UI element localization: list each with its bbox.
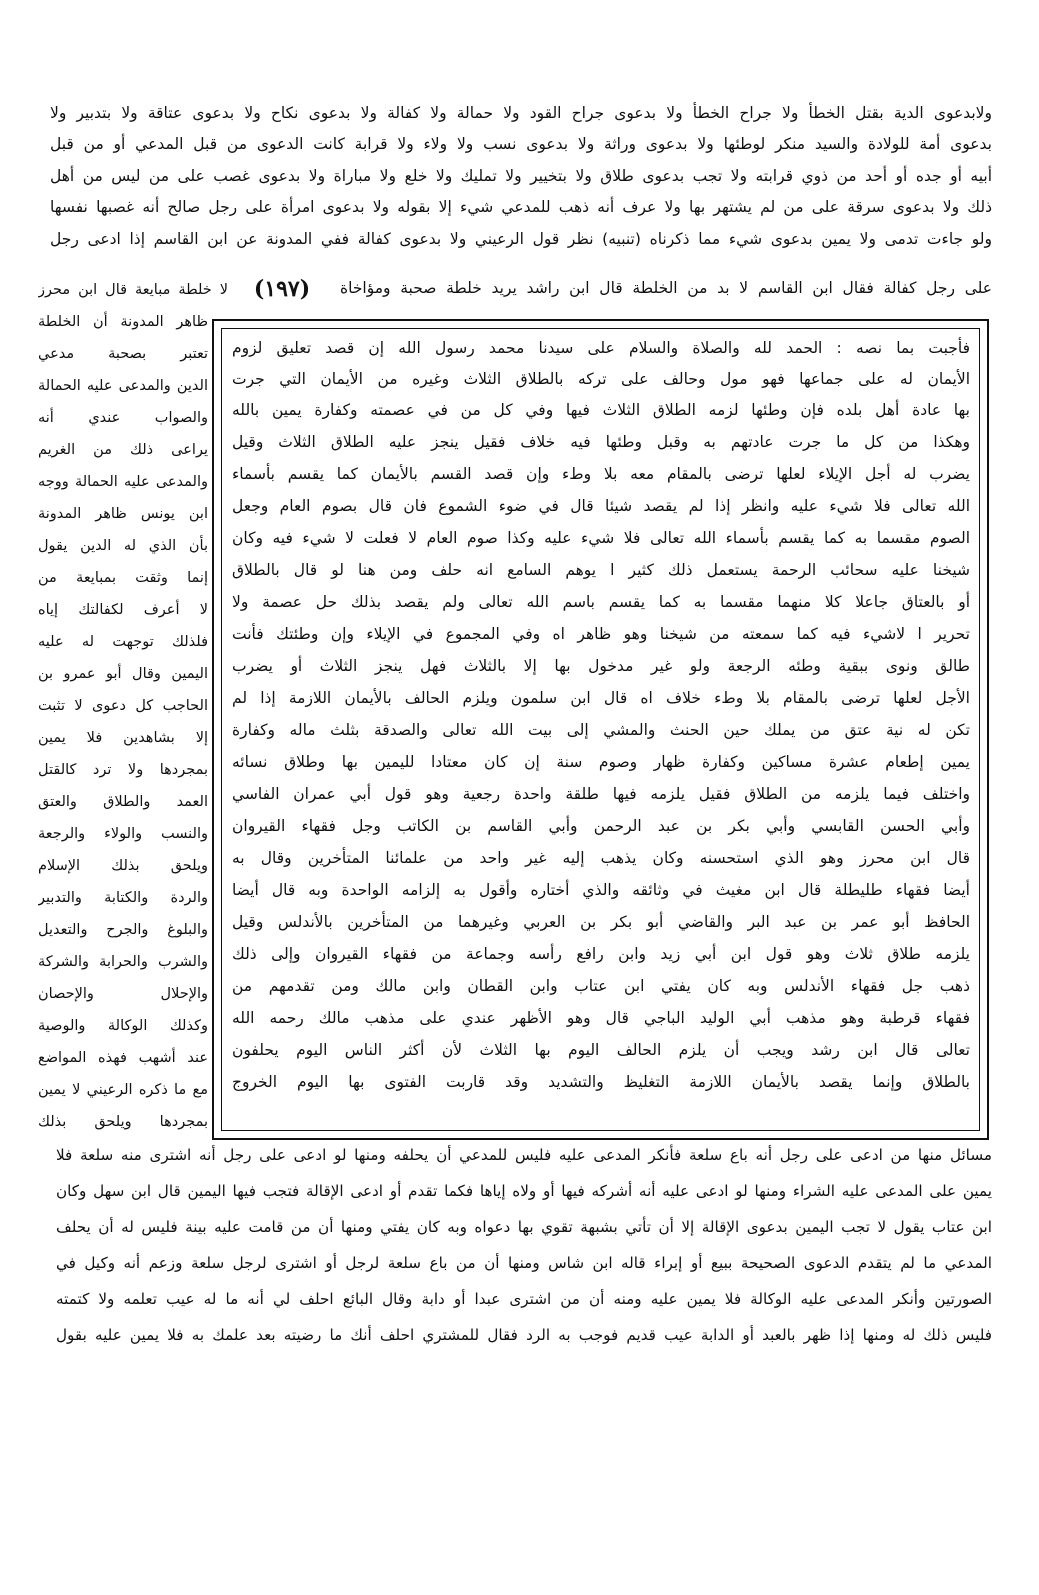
side-line: عند أشهب فهذه المواضع <box>38 1050 208 1066</box>
side-line: ويلحق بذلك الإسلام <box>38 858 208 874</box>
box-line: يضرب له أجل الإيلاء لعلها ترضى بالمقام معه بلا وطء وإن قصد القسم بالأيمان كما يقسم بأسماء <box>232 465 970 483</box>
box-line: طالق ونوى ببقية وطئه الرجعة ولو غير مدخول بها إلا بالثلاث فهل ينجز الثلاث أو يضرب <box>232 657 970 675</box>
side-line: العمد والطلاق والعتق <box>38 794 208 810</box>
side-line: بأن الذي له الدين يقول <box>38 538 208 554</box>
side-line: مع ما ذكره الرعيني لا يمين <box>38 1082 208 1098</box>
side-line: والشرب والحرابة والشركة <box>38 954 208 970</box>
box-line: الله تعالى فلا شيء عليه وانظر إذا لم يقصد شيئا قال في ضوء الشموع فان قال بصوم العام وجعل <box>232 497 970 515</box>
side-line: والردة والكتابة والتدبير <box>38 890 208 906</box>
bottom-line: مسائل منها من ادعى على رجل أنه باع سلعة فأنكر المدعى عليه فليس للمدعي أن يحلفه ومنها لو ادعى على رجل أنه اشترى منه سلعة فلا <box>56 1146 992 1164</box>
box-line: فقهاء قرطبة وهو مذهب أبي الوليد الباجي قال وهو الأظهر عندي على مذهب مالك رحمه الله <box>232 1009 970 1027</box>
bottom-line: يمين على المدعى عليه الشراء ومنها لو ادعى عليه أنه أشركه فيها أو ولاه إياها فكما تقدم أو ادعى الإقالة فتجب فيها اليمين قال ابن سهل وكان <box>56 1182 992 1200</box>
box-line: الصوم مقسما به كما يقسم بأسماء الله تعالى فلا شيء عليه وكذا صوم العام لا فعلت لا شيء فيه وكان <box>232 529 970 547</box>
side-line: ظاهر المدونة أن الخلطة <box>38 314 208 330</box>
side-line: اليمين وقال أبو عمرو بن <box>38 666 208 682</box>
side-line: والإحلال والإحصان <box>38 986 208 1002</box>
side-line: بمجردها ويلحق بذلك <box>38 1114 208 1130</box>
box-line: بها عادة أهل بلده فإن وطئها لزمه الطلاق الثلاث فيها وفي كل من في عصمته وكفارة يمين بالله <box>232 401 970 419</box>
box-line: وأبي الحسن القابسي وأبي بكر بن عبد الرحمن وأبي القاسم بن الكاتب وجل فقهاء القيروان <box>232 817 970 835</box>
side-line: فلذلك توجهت له عليه <box>38 634 208 650</box>
side-line: وكذلك الوكالة والوصية <box>38 1018 208 1034</box>
bottom-line: المدعي ما لم يتقدم الدعوى الصحيحة ببيع أو إبراء قاله ابن شاس ومنها أن من باع سلعة لرجل أو اشترى لرجل سلعة وزعم أنه وكيل في <box>56 1254 992 1272</box>
side-line: الحاجب كل دعوى لا تثبت <box>38 698 208 714</box>
box-line: الأيمان له على جماعها فهو مول وحالف على تركه بالطلاق الثلاث وغيره من الأيمان التي جرت <box>232 370 970 388</box>
box-line: يمين إطعام عشرة مساكين وكفارة ظهار وصوم سنة إن كان معتادا لليمين بها وطلاق نسائه <box>232 753 970 771</box>
side-line: ابن يونس ظاهر المدونة <box>38 506 208 522</box>
side-line: لا خلطة مبايعة قال ابن محرز <box>38 282 228 298</box>
box-line: يلزمه طلاق ثلاث وهو قول ابن أبي زيد وابن رافع رأسه وجماعة من فقهاء القيروان وإلى ذلك <box>232 945 970 963</box>
box-line: أيضا فقهاء طليطلة قال ابن مغيث في وثائقه والذي أختاره وأقول به إلزامه الواحدة وبه قال أيضا <box>232 881 970 899</box>
top-line: ولابدعوى الدية بقتل الخطأ ولا جراح الخطأ ولا بدعوى جراح القود ولا حمالة ولا كفالة ولا بدعوى نكاح ولا بدعوى عتاقة ولا بتدبير ولا <box>50 104 992 122</box>
side-line: بمجردها ولا ترد كالقتل <box>38 762 208 778</box>
box-line: الحافظ أبو عمر بن عبد البر والقاضي أبو بكر بن العربي وغيرهما من المتأخرين بالأندلس وقيل <box>232 913 970 931</box>
top-line: ذلك ولا بدعوى سرقة على من لم يشتهر بها ولا عرف أنه ذهب للمدعي شيء إلا بقوله ولا بدعوى امرأة على رجل صالح أنه غصبها نفسها <box>50 198 992 216</box>
box-line: تكن له نية عتق من يملك حين الحنث والمشي إلى بيت الله تعالى والصدقة بثلث ماله وكفارة <box>232 721 970 739</box>
side-line: والمدعى عليه الحمالة ووجه <box>38 474 208 490</box>
bottom-line: ابن عتاب يقول لا تجب اليمين بدعوى الإقالة إلا أن تأتي بشبهة تقوي بها دعواه وبه كان يفتي ومنها أن من قامت عليه بينة فليس له أن يحلف <box>56 1218 992 1236</box>
box-line: بالطلاق وإنما يقصد بالأيمان اللازمة التغليظ والتشديد وقد قاربت الفتوى بها اليوم الخروج <box>232 1073 970 1091</box>
side-line: والبلوغ والجرح والتعديل <box>38 922 208 938</box>
box-line: فأجبت بما نصه : الحمد لله والصلاة والسلام على سيدنا محمد رسول الله إن قصد تعليق لزوم <box>232 339 970 357</box>
box-line: ذهب جل فقهاء الأندلس وبه كان يفتي ابن عتاب وابن القطان وابن مالك ومن تقدمهم من <box>232 977 970 995</box>
box-line: وهكذا من كل ما جرت عادتهم به وقبل وطئها فيه خلاف فقيل ينجز عليه الطلاق الثلاث وقيل <box>232 433 970 451</box>
bottom-line: الصورتين وأنكر المدعى عليه الوكالة فلا يمين عليه ومنه أن من اشترى عبدا أو دابة وقال البائع احلف لي أنه ما له عيب تعلمه ولا كتمته <box>56 1290 992 1308</box>
side-line: والنسب والولاء والرجعة <box>38 826 208 842</box>
box-line: تحرير ا لاشيء فيه كما سمعته من شيخنا وهو ظاهر اه وفي المجموع في الإيلاء وإن وطئتك فأنت <box>232 625 970 643</box>
side-line: الدين والمدعى عليه الحمالة <box>38 378 208 394</box>
side-line: إلا بشاهدين فلا يمين <box>38 730 208 746</box>
page-number: (١٩٧) <box>253 276 311 302</box>
side-line: يراعى ذلك من الغريم <box>38 442 208 458</box>
box-line: تعالى قال ابن رشد ويجب أن يلزم الحالف اليوم بها الثلاث لأن أكثر الناس اليوم يحلفون <box>232 1041 970 1059</box>
bottom-line: فليس ذلك له ومنها إذا ظهر بالعبد أو الدابة عيب قديم فوجب به الرد فقال للمشتري احلف أنك ما رضيته بعد علمك به فلا يمين عليه بقول <box>56 1326 992 1344</box>
box-line: شيخنا عليه سحائب الرحمة يستعمل ذلك كثير ا يوهم السامع انه حلف ومن هنا لو قال بالطلاق <box>232 561 970 579</box>
top-line: بدعوى أمة للولادة والسيد منكر لوطئها ولا بدعوى وراثة ولا بدعوى نسب ولا ولاء ولا قرابة كانت الدعوى من قبل المدعي أو من قبل <box>50 135 992 153</box>
side-line: إنما وثقت بمبايعة من <box>38 570 208 586</box>
side-line: تعتبر بصحبة مدعي <box>38 346 208 362</box>
top-line: على رجل كفالة فقال ابن القاسم لا بد من الخلطة قال ابن راشد يريد خلطة صحبة ومؤاخاة <box>340 279 992 297</box>
box-line: أو بالعتاق جاعلا كلا منهما مقسما به كما يقسم باسم الله تعالى ولم يقصد بذلك حل عصمة ولا <box>232 593 970 611</box>
side-line: والصواب عندي أنه <box>38 410 208 426</box>
top-line: أبيه أو جده أو أحد من ذوي قرابته ولا تجب بدعوى طلاق ولا بتخيير ولا تمليك ولا خلع ولا مباراة ولا بدعوى غصب على من ليس من أهل <box>50 167 992 185</box>
box-line: واختلف فيما يلزمه من الطلاق فقيل يلزمه فيها طلقة واحدة رجعية وهو قول أبي عمران الفاسي <box>232 785 970 803</box>
box-line: الأجل لعلها ترضى بالمقام بلا وطء خلاف اه قال ابن سلمون ويلزم الحالف بالأيمان اللازمة إذا لم <box>232 689 970 707</box>
side-line: لا أعرف لكفالتك إياه <box>38 602 208 618</box>
box-line: قال ابن محرز وهو الذي استحسنه وكان يذهب إليه غير واحد من علمائنا المتأخرين وقال به <box>232 849 970 867</box>
top-line: ولو جاءت تدمى ولا يمين بدعوى شيء مما ذكرناه (تنبيه) نظر قول الرعيني ولا بدعوى كفالة ففي المدونة عن ابن القاسم إذا ادعى رجل <box>50 230 992 248</box>
